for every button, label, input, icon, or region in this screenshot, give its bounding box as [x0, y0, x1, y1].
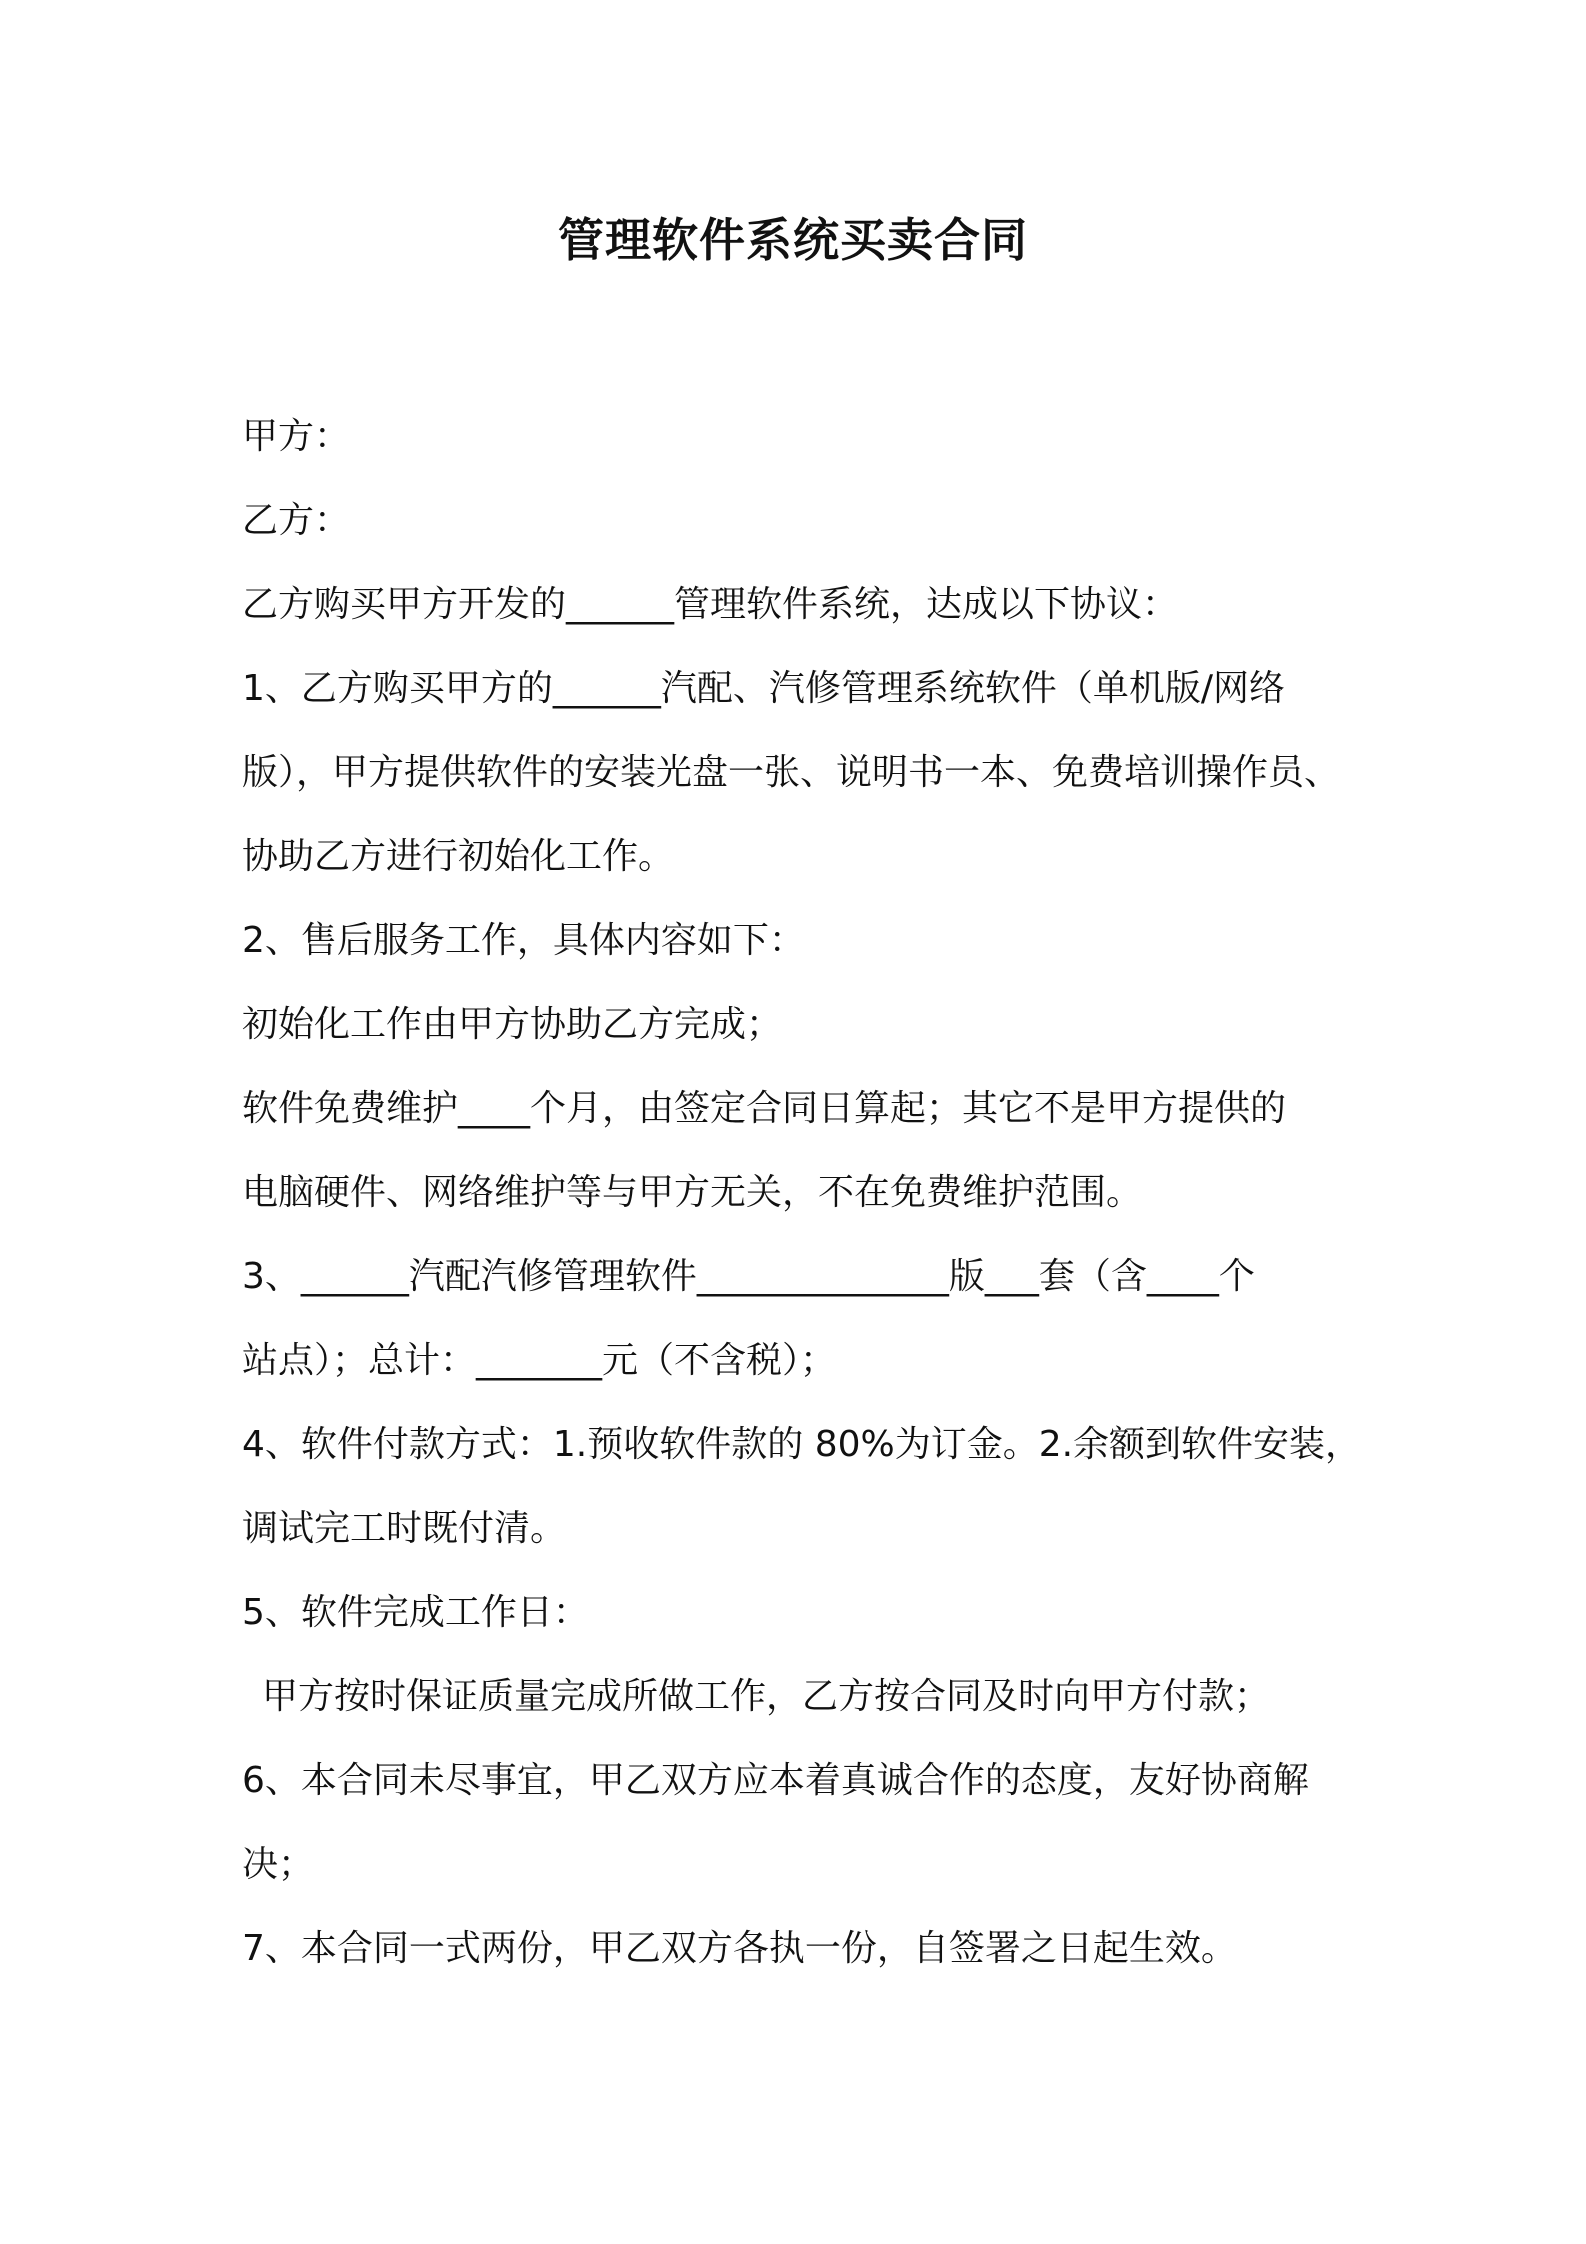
clause-2-line-2: 初始化工作由甲方协助乙方完成； — [242, 1004, 783, 1045]
clause-2-line-1: 2、售后服务工作，具体内容如下： — [242, 920, 805, 961]
clause-4-line-2: 调试完工时既付清。 — [242, 1508, 567, 1549]
clause-3-line-2: 站点）；总计：_______元（不含税）； — [242, 1340, 837, 1381]
clause-2-line-4: 电脑硬件、网络维护等与甲方无关，不在免费维护范围。 — [242, 1172, 1143, 1213]
clause-4-line-1: 4、软件付款方式：1.预收软件款的 80%为订金。2.余额到软件安装， — [242, 1424, 1362, 1465]
clause-6-line-2: 决； — [242, 1844, 315, 1885]
clause-5-line-1: 5、软件完成工作日： — [242, 1592, 589, 1633]
clause-5-line-2: 甲方按时保证质量完成所做工作，乙方按合同及时向甲方付款； — [262, 1676, 1271, 1717]
party-a-line: 甲方： — [242, 416, 351, 457]
clause-6-line-1: 6、本合同未尽事宜，甲乙双方应本着真诚合作的态度，友好协商解 — [242, 1760, 1309, 1801]
clause-7-line-1: 7、本合同一式两份，甲乙双方各执一份，自签署之日起生效。 — [242, 1928, 1237, 1969]
document-title: 管理软件系统买卖合同 — [558, 213, 1028, 267]
party-b-line: 乙方： — [242, 500, 351, 541]
agreement-intro-line: 乙方购买甲方开发的______管理软件系统，达成以下协议： — [242, 584, 1179, 625]
clause-2-line-3: 软件免费维护____个月，由签定合同日算起；其它不是甲方提供的 — [242, 1088, 1287, 1129]
clause-1-line-2: 版），甲方提供软件的安装光盘一张、说明书一本、免费培训操作员、 — [242, 752, 1341, 793]
clause-1-line-1: 1、乙方购买甲方的______汽配、汽修管理系统软件（单机版/网络 — [242, 668, 1286, 709]
clause-1-line-3: 协助乙方进行初始化工作。 — [242, 836, 675, 877]
clause-3-line-1: 3、______汽配汽修管理软件______________版___套（含____个 — [242, 1256, 1255, 1297]
